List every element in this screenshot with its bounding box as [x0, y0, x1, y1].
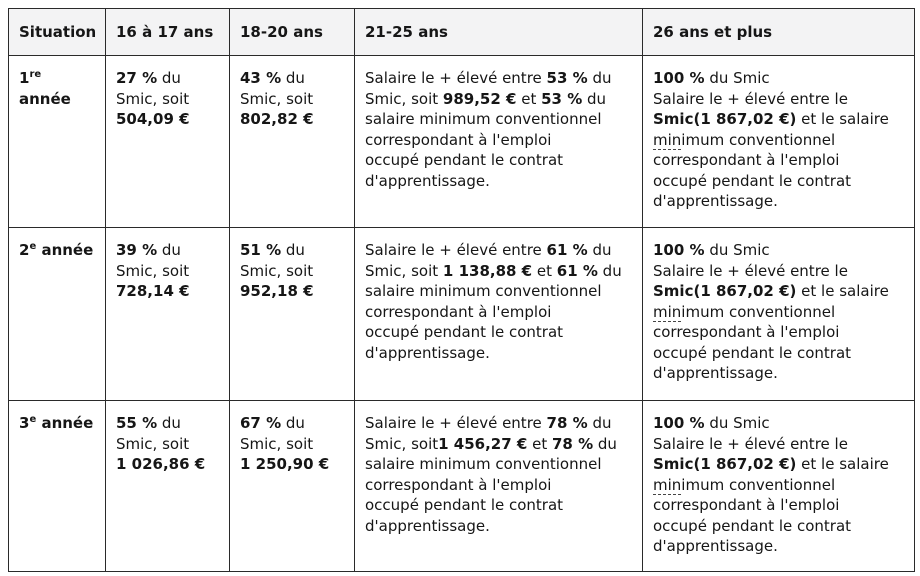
row-label: 2e année — [9, 228, 106, 401]
cell-age-21-25: Salaire le + élevé entre 78 % du Smic, soit1 456,27 € et 78 % du salaire minimum conventionnel correspondant à l'emploi occupé pendant le contrat d'apprentissage. — [355, 401, 643, 572]
table-row — [9, 228, 915, 401]
abbr-tooltip[interactable]: min — [653, 302, 682, 321]
cell-age-26-plus: 100 % du Smic Salaire le + élevé entre le Smic(1 867,02 €) et le salaire minimum conventionnel correspondant à l'emploi occupé pendant le contrat d'apprentissage. — [643, 228, 915, 401]
abbr-tooltip[interactable]: min — [653, 130, 682, 149]
header-age-18-20: 18-20 ans — [230, 9, 355, 56]
table-row — [9, 56, 915, 228]
cell-age-16-17: 27 % du Smic, soit 504,09 € — [106, 56, 230, 228]
row-label: 3e année — [9, 401, 106, 572]
header-age-26-plus: 26 ans et plus — [643, 9, 915, 56]
cell-age-16-17: 39 % du Smic, soit 728,14 € — [106, 228, 230, 401]
cell-age-16-17: 55 % du Smic, soit 1 026,86 € — [106, 401, 230, 572]
cell-age-18-20: 51 % du Smic, soit 952,18 € — [230, 228, 355, 401]
cell-age-26-plus: 100 % du Smic Salaire le + élevé entre le Smic(1 867,02 €) et le salaire minimum conventionnel correspondant à l'emploi occupé pendant le contrat d'apprentissage. — [643, 401, 915, 572]
cell-age-21-25: Salaire le + élevé entre 53 % du Smic, soit 989,52 € et 53 % du salaire minimum conventionnel correspondant à l'emploi occupé pendant le contrat d'apprentissage. — [355, 56, 643, 228]
table-header — [9, 9, 915, 56]
abbr-tooltip[interactable]: min — [653, 475, 682, 494]
header-situation: Situation — [9, 9, 106, 56]
cell-age-21-25: Salaire le + élevé entre 61 % du Smic, soit 1 138,88 € et 61 % du salaire minimum conventionnel correspondant à l'emploi occupé pendant le contrat d'apprentissage. — [355, 228, 643, 401]
header-age-16-17: 16 à 17 ans — [106, 9, 230, 56]
table-row — [9, 401, 915, 572]
row-label: 1re année — [9, 56, 106, 228]
table-body — [9, 56, 915, 572]
cell-age-26-plus: 100 % du Smic Salaire le + élevé entre le Smic(1 867,02 €) et le salaire minimum conventionnel correspondant à l'emploi occupé pendant le contrat d'apprentissage. — [643, 56, 915, 228]
cell-age-18-20: 67 % du Smic, soit 1 250,90 € — [230, 401, 355, 572]
apprentice-salary-table — [8, 8, 915, 572]
header-row — [9, 9, 915, 56]
header-age-21-25: 21-25 ans — [355, 9, 643, 56]
cell-age-18-20: 43 % du Smic, soit 802,82 € — [230, 56, 355, 228]
